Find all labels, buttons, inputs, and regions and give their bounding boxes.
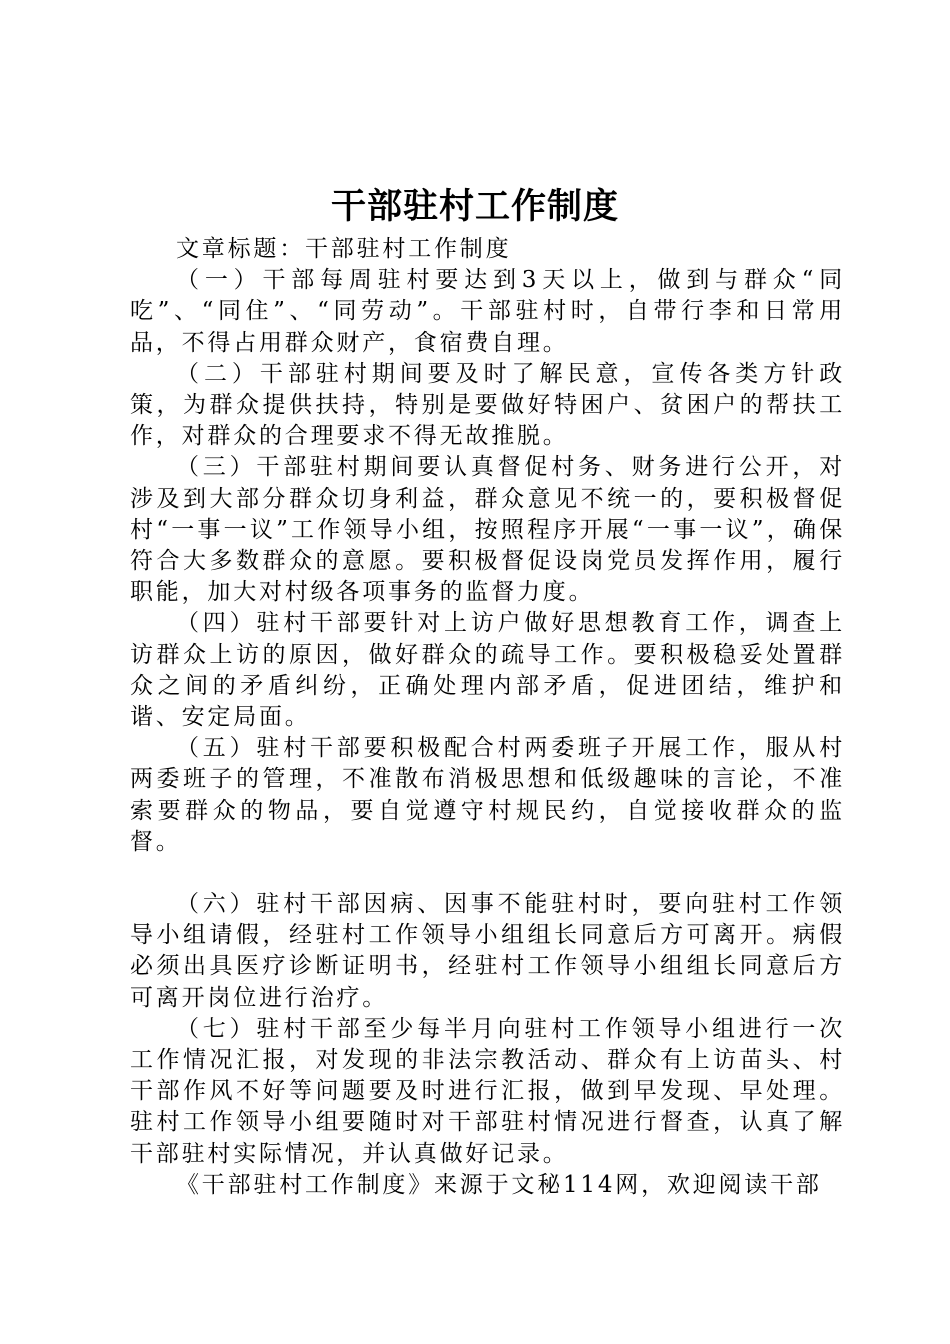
paragraph-1: （一）干部每周驻村要达到3天以上，做到与群众“同吃”、“同住”、“同劳动”。干部驻村时，自带行李和日常用品，不得占用群众财产，食宿费自理。 xyxy=(130,267,845,356)
document-body xyxy=(130,234,845,1201)
paragraph-3: （三）干部驻村期间要认真督促村务、财务进行公开，对涉及到大部分群众切身利益，群众意见不统一的，要积极督促村“一事一议”工作领导小组，按照程序开展“一事一议”，确保符合大多数群众的意愿。要积极督促设岗党员发挥作用，履行职能，加大对村级各项事务的监督力度。 xyxy=(130,454,845,606)
paragraph-7: （七）驻村干部至少每半月向驻村工作领导小组进行一次工作情况汇报，对发现的非法宗教活动、群众有上访苗头、村干部作风不好等问题要及时进行汇报，做到早发现、早处理。驻村工作领导小组要随时对干部驻村情况进行督查，认真了解干部驻村实际情况，并认真做好记录。 xyxy=(130,1015,845,1167)
paragraph-2: （二）干部驻村期间要及时了解民意，宣传各类方针政策，为群众提供扶持，特别是要做好特困户、贫困户的帮扶工作，对群众的合理要求不得无故推脱。 xyxy=(130,360,845,450)
article-subtitle: 文章标题：干部驻村工作制度 xyxy=(176,236,512,262)
paragraph-source: 《干部驻村工作制度》来源于文秘114网，欢迎阅读干部 xyxy=(176,1171,822,1198)
paragraph-6: （六）驻村干部因病、因事不能驻村时，要向驻村工作领导小组请假，经驻村工作领导小组组长同意后方可离开。病假必须出具医疗诊断证明书，经驻村工作领导小组组长同意后方可离开岗位进行治疗。 xyxy=(130,891,845,1011)
document-title: 干部驻村工作制度 xyxy=(330,186,619,227)
paragraph-5: （五）驻村干部要积极配合村两委班子开展工作，服从村两委班子的管理，不准散布消极思想和低级趣味的言论，不准索要群众的物品，要自觉遵守村规民约，自觉接收群众的监督。 xyxy=(130,735,845,855)
paragraph-4: （四）驻村干部要针对上访户做好思想教育工作，调查上访群众上访的原因，做好群众的疏导工作。要积极稳妥处置群众之间的矛盾纠纷，正确处理内部矛盾，促进团结，维护和谐、安定局面。 xyxy=(130,610,845,731)
